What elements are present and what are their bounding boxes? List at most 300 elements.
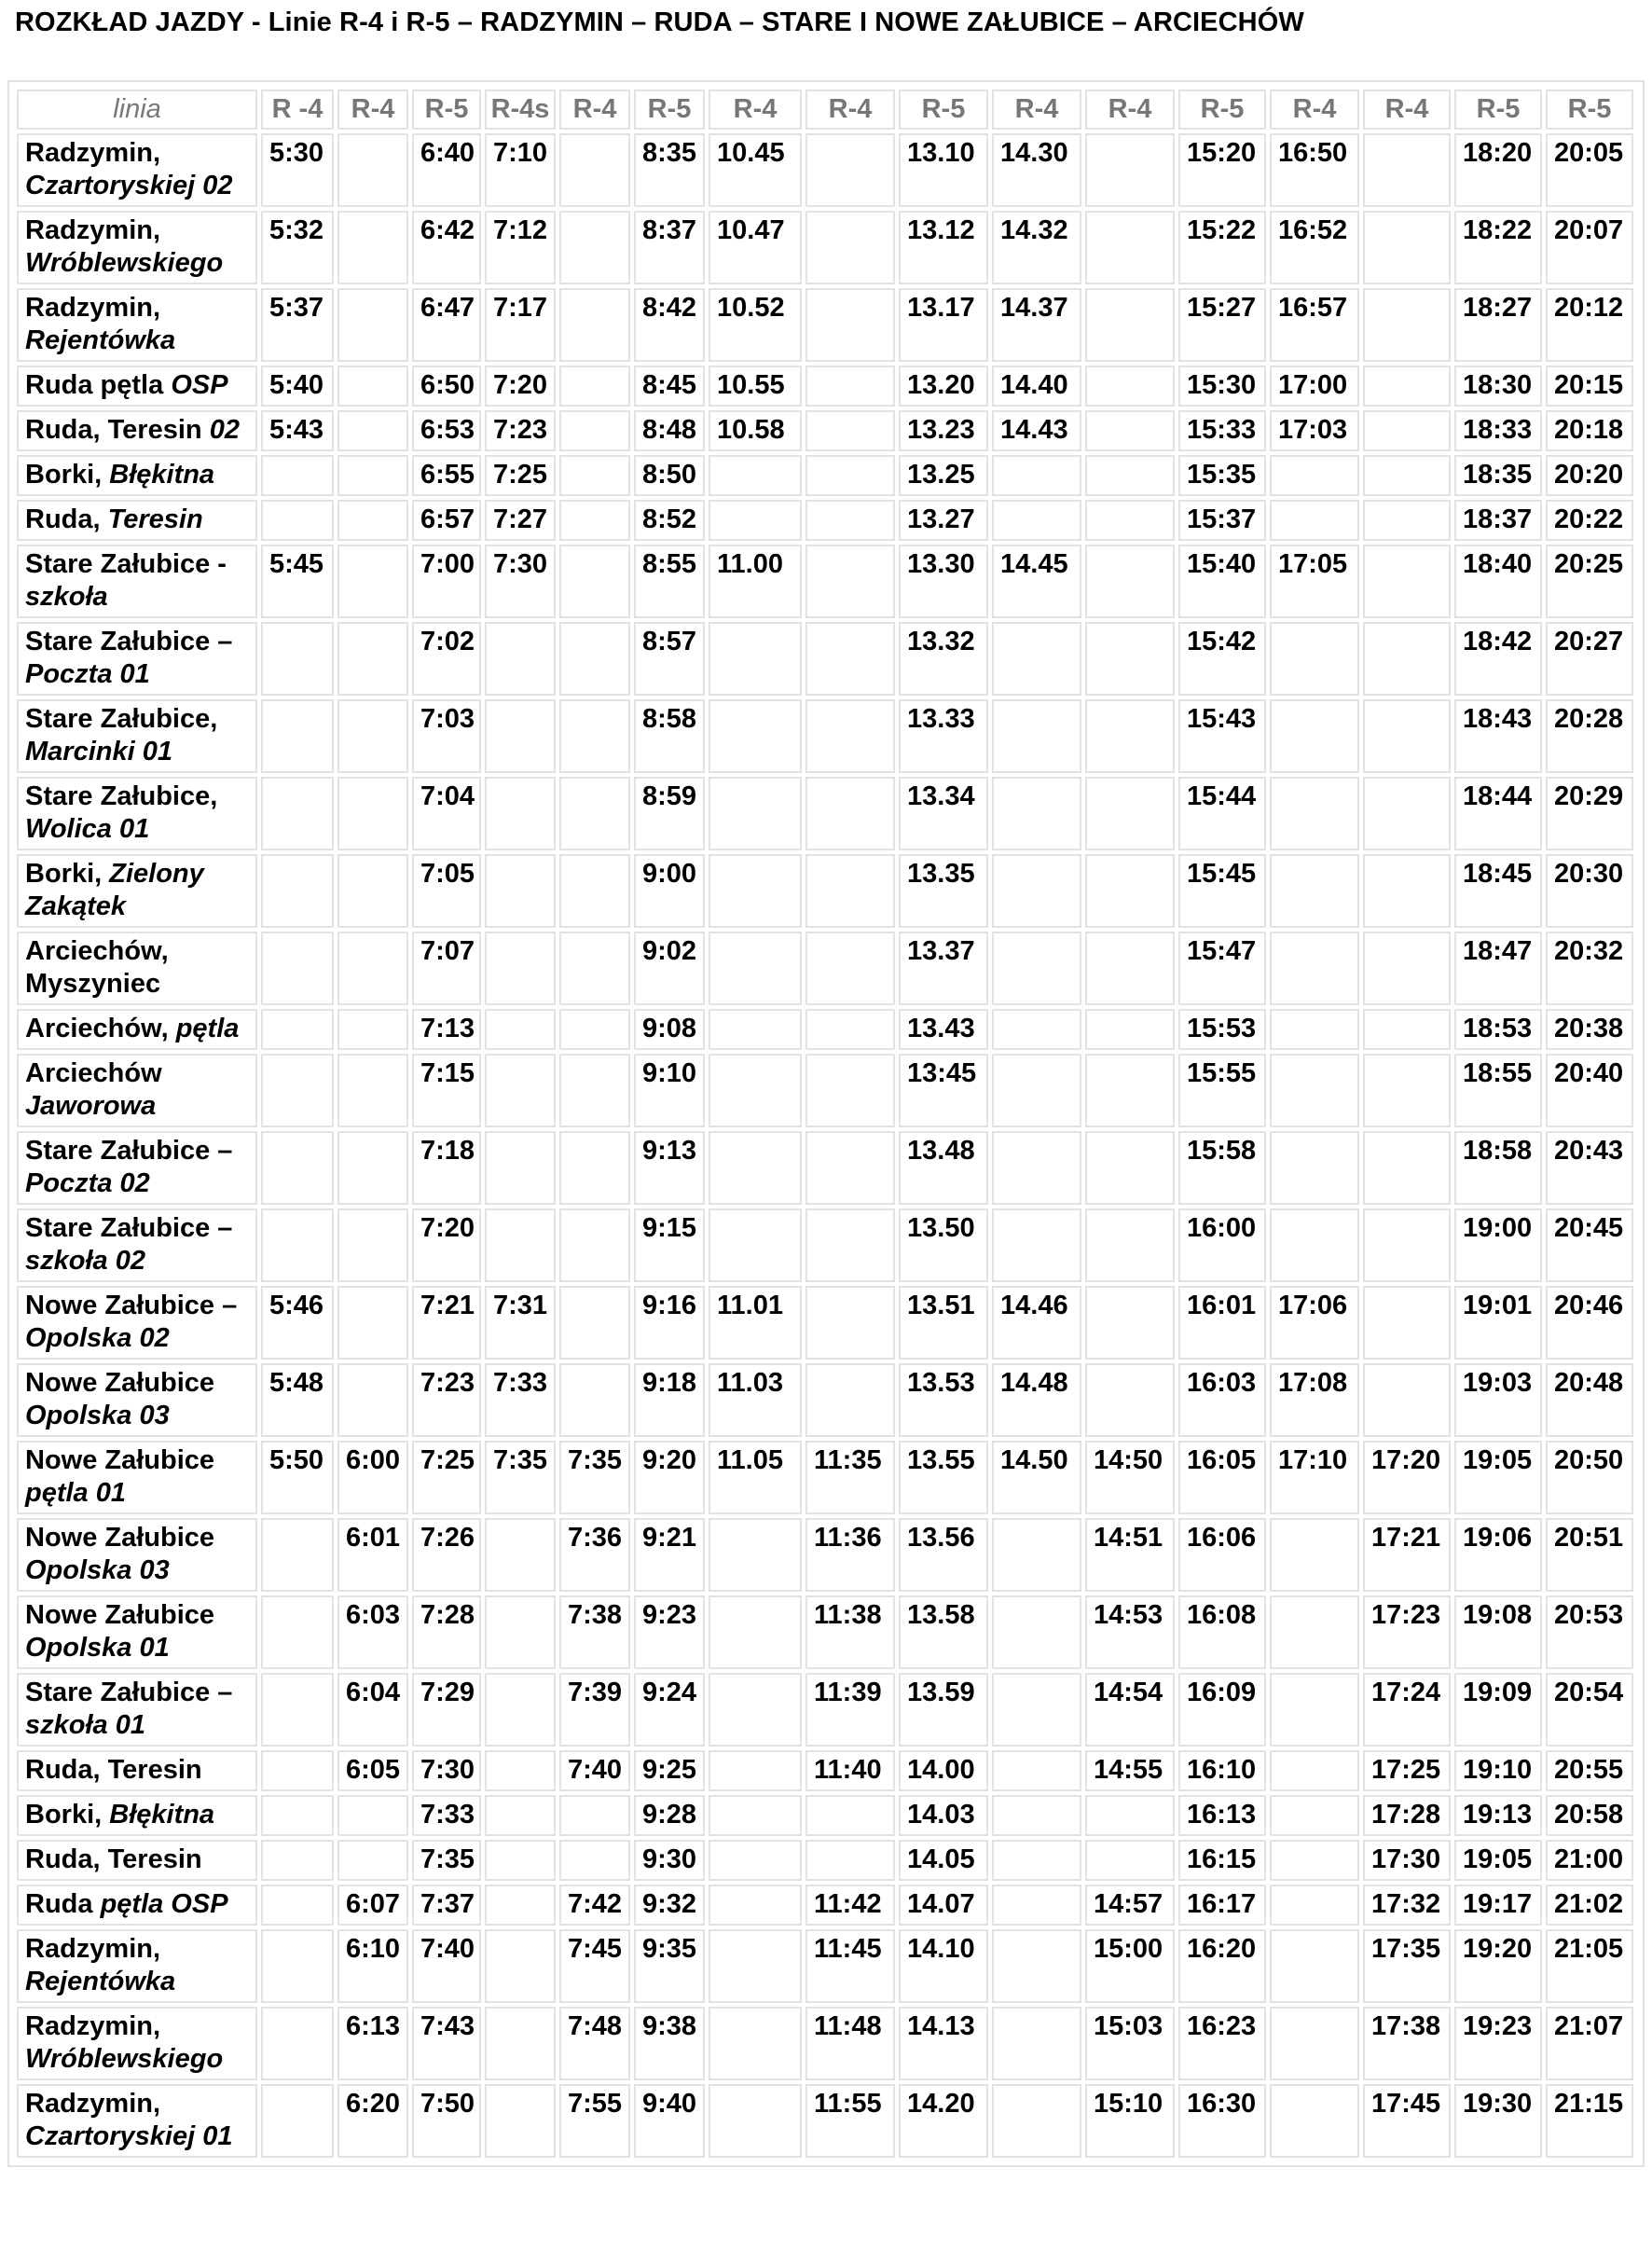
- stop-name: Arciechów,: [25, 1014, 176, 1043]
- departure-time-cell: 15:53: [1178, 1009, 1266, 1050]
- departure-time-cell: [559, 854, 630, 928]
- departure-time-cell: [1363, 288, 1451, 362]
- departure-time-cell: 8:48: [634, 410, 705, 451]
- table-row: [17, 545, 1633, 618]
- departure-time-cell: 14:57: [1085, 1885, 1175, 1926]
- departure-time-cell: 13.55: [899, 1441, 988, 1514]
- departure-time-cell: 5:30: [261, 133, 334, 207]
- departure-time-cell: 18:33: [1454, 410, 1542, 451]
- departure-time-cell: 14.07: [899, 1885, 988, 1926]
- departure-time-cell: 9:25: [634, 1750, 705, 1791]
- departure-time-cell: 7:25: [412, 1441, 481, 1514]
- stop-name-detail: OSP: [171, 370, 228, 400]
- departure-time-cell: [709, 1595, 802, 1669]
- departure-time-cell: 9:28: [634, 1795, 705, 1836]
- stop-name: Nowe Załubice: [25, 1445, 215, 1475]
- departure-time-cell: 8:45: [634, 366, 705, 407]
- table-row: [17, 1131, 1633, 1205]
- departure-time-cell: 14:51: [1085, 1518, 1175, 1592]
- departure-time-cell: 6:13: [337, 2007, 408, 2080]
- departure-time-cell: 14:50: [1085, 1441, 1175, 1514]
- departure-time-cell: 5:50: [261, 1441, 334, 1514]
- departure-time-cell: [992, 932, 1081, 1005]
- departure-time-cell: [1270, 1750, 1359, 1791]
- departure-time-cell: [805, 366, 895, 407]
- departure-time-cell: 11:42: [805, 1885, 895, 1926]
- departure-time-cell: [1363, 545, 1451, 618]
- departure-time-cell: 9:20: [634, 1441, 705, 1514]
- stop-name-detail: Teresin: [107, 504, 203, 534]
- departure-time-cell: 15:40: [1178, 545, 1266, 618]
- departure-time-cell: [805, 932, 895, 1005]
- departure-time-cell: [1085, 1054, 1175, 1127]
- stop-name-cell: [17, 1131, 257, 1205]
- departure-time-cell: 19:10: [1454, 1750, 1542, 1791]
- table-row: [17, 410, 1633, 451]
- departure-time-cell: 6:47: [412, 288, 481, 362]
- stop-name: Ruda, Teresin: [25, 415, 210, 445]
- stop-name-detail: pętla 01: [25, 1478, 126, 1508]
- departure-time-cell: [992, 2084, 1081, 2158]
- timetable: [13, 86, 1637, 2161]
- departure-time-cell: 20:46: [1546, 1286, 1633, 1360]
- departure-time-cell: [559, 1363, 630, 1437]
- stop-name-detail: Poczta 02: [25, 1168, 150, 1198]
- departure-time-cell: [1085, 1840, 1175, 1881]
- departure-time-cell: 16:09: [1178, 1673, 1266, 1747]
- departure-time-cell: [992, 1929, 1081, 2003]
- table-row: [17, 854, 1633, 928]
- departure-time-cell: 17:24: [1363, 1673, 1451, 1747]
- departure-time-cell: 14.20: [899, 2084, 988, 2158]
- departure-time-cell: [337, 777, 408, 850]
- departure-time-cell: [805, 1131, 895, 1205]
- departure-time-cell: [337, 622, 408, 696]
- stop-name-cell: [17, 211, 257, 284]
- stop-name-detail: Wolica 01: [25, 814, 150, 844]
- departure-time-cell: 7:40: [559, 1750, 630, 1791]
- departure-time-cell: [1363, 1286, 1451, 1360]
- stop-name-cell: [17, 1441, 257, 1514]
- stop-name: Nowe Załubice –: [25, 1291, 238, 1320]
- departure-time-cell: [1270, 1131, 1359, 1205]
- departure-time-cell: 16:06: [1178, 1518, 1266, 1592]
- departure-time-cell: 15:33: [1178, 410, 1266, 451]
- departure-time-cell: [337, 1795, 408, 1836]
- stop-name-cell: [17, 1595, 257, 1669]
- departure-time-cell: 7:33: [485, 1363, 556, 1437]
- departure-time-cell: 16:50: [1270, 133, 1359, 207]
- departure-time-cell: 19:00: [1454, 1208, 1542, 1282]
- departure-time-cell: 6:10: [337, 1929, 408, 2003]
- departure-time-cell: 9:35: [634, 1929, 705, 2003]
- departure-time-cell: [485, 1929, 556, 2003]
- departure-time-cell: [559, 1795, 630, 1836]
- departure-time-cell: 7:55: [559, 2084, 630, 2158]
- departure-time-cell: [805, 854, 895, 928]
- departure-time-cell: 18:22: [1454, 211, 1542, 284]
- departure-time-cell: 15:10: [1085, 2084, 1175, 2158]
- departure-time-cell: 14.10: [899, 1929, 988, 2003]
- departure-time-cell: 15:43: [1178, 699, 1266, 773]
- departure-time-cell: 8:59: [634, 777, 705, 850]
- departure-time-cell: 20:29: [1546, 777, 1633, 850]
- departure-time-cell: 21:00: [1546, 1840, 1633, 1881]
- departure-time-cell: 9:30: [634, 1840, 705, 1881]
- departure-time-cell: [1085, 1363, 1175, 1437]
- departure-time-cell: [261, 1840, 334, 1881]
- stop-name: Ruda,: [25, 504, 108, 534]
- departure-time-cell: 16:17: [1178, 1885, 1266, 1926]
- departure-time-cell: [559, 1286, 630, 1360]
- departure-time-cell: [1363, 1363, 1451, 1437]
- departure-time-cell: [1270, 854, 1359, 928]
- departure-time-cell: 15:00: [1085, 1929, 1175, 2003]
- departure-time-cell: 13.34: [899, 777, 988, 850]
- departure-time-cell: 14:55: [1085, 1750, 1175, 1791]
- departure-time-cell: 9:18: [634, 1363, 705, 1437]
- stop-name-detail: Błękitna: [109, 460, 215, 490]
- departure-time-cell: [805, 1009, 895, 1050]
- stop-name: Nowe Załubice: [25, 1368, 215, 1398]
- stop-name: Radzymin,: [25, 293, 161, 323]
- departure-time-cell: [709, 1009, 802, 1050]
- departure-time-cell: 7:31: [485, 1286, 556, 1360]
- departure-time-cell: 16:03: [1178, 1363, 1266, 1437]
- departure-time-cell: [337, 1009, 408, 1050]
- departure-time-cell: [805, 211, 895, 284]
- departure-time-cell: [1270, 622, 1359, 696]
- departure-time-cell: [485, 1208, 556, 1282]
- departure-time-cell: [709, 1131, 802, 1205]
- departure-time-cell: [261, 1673, 334, 1747]
- departure-time-cell: [805, 1840, 895, 1881]
- departure-time-cell: [261, 854, 334, 928]
- departure-time-cell: 9:13: [634, 1131, 705, 1205]
- departure-time-cell: [485, 1518, 556, 1592]
- departure-time-cell: 13.50: [899, 1208, 988, 1282]
- departure-time-cell: 6:01: [337, 1518, 408, 1592]
- column-header-line: R-5: [1454, 90, 1542, 130]
- stop-name-cell: [17, 288, 257, 362]
- table-row: [17, 777, 1633, 850]
- table-row: [17, 1595, 1633, 1669]
- departure-time-cell: 19:08: [1454, 1595, 1542, 1669]
- departure-time-cell: [1085, 622, 1175, 696]
- departure-time-cell: 7:48: [559, 2007, 630, 2080]
- departure-time-cell: 20:40: [1546, 1054, 1633, 1127]
- departure-time-cell: [709, 699, 802, 773]
- table-row: [17, 500, 1633, 541]
- stop-name-detail: Błękitna: [109, 1800, 215, 1830]
- departure-time-cell: 18:30: [1454, 366, 1542, 407]
- stop-name-cell: [17, 1518, 257, 1592]
- departure-time-cell: 7:35: [559, 1441, 630, 1514]
- departure-time-cell: 6:05: [337, 1750, 408, 1791]
- departure-time-cell: [337, 1054, 408, 1127]
- departure-time-cell: 14.13: [899, 2007, 988, 2080]
- departure-time-cell: [261, 1595, 334, 1669]
- departure-time-cell: 11:55: [805, 2084, 895, 2158]
- departure-time-cell: [992, 2007, 1081, 2080]
- departure-time-cell: 6:20: [337, 2084, 408, 2158]
- departure-time-cell: 7:28: [412, 1595, 481, 1669]
- departure-time-cell: 19:13: [1454, 1795, 1542, 1836]
- stop-name-cell: [17, 699, 257, 773]
- departure-time-cell: [337, 854, 408, 928]
- column-header-line: R-4: [805, 90, 895, 130]
- stop-name-cell: [17, 366, 257, 407]
- departure-time-cell: 18:44: [1454, 777, 1542, 850]
- departure-time-cell: 9:02: [634, 932, 705, 1005]
- departure-time-cell: [709, 932, 802, 1005]
- departure-time-cell: [337, 500, 408, 541]
- departure-time-cell: 18:40: [1454, 545, 1542, 618]
- departure-time-cell: [992, 1054, 1081, 1127]
- departure-time-cell: 7:29: [412, 1673, 481, 1747]
- departure-time-cell: 6:53: [412, 410, 481, 451]
- departure-time-cell: [559, 622, 630, 696]
- departure-time-cell: 9:16: [634, 1286, 705, 1360]
- departure-time-cell: 18:37: [1454, 500, 1542, 541]
- departure-time-cell: [992, 455, 1081, 496]
- departure-time-cell: 18:58: [1454, 1131, 1542, 1205]
- column-header-line: R-5: [1546, 90, 1633, 130]
- departure-time-cell: [485, 622, 556, 696]
- column-header-linia: linia: [17, 90, 257, 130]
- departure-time-cell: 7:40: [412, 1929, 481, 2003]
- departure-time-cell: 9:15: [634, 1208, 705, 1282]
- departure-time-cell: 20:22: [1546, 500, 1633, 541]
- departure-time-cell: [485, 777, 556, 850]
- departure-time-cell: 7:25: [485, 455, 556, 496]
- departure-time-cell: 19:05: [1454, 1840, 1542, 1881]
- table-row: [17, 288, 1633, 362]
- departure-time-cell: 7:03: [412, 699, 481, 773]
- stop-name: Nowe Załubice: [25, 1523, 215, 1553]
- column-header-line: R-4: [337, 90, 408, 130]
- departure-time-cell: [1270, 1795, 1359, 1836]
- column-header-line: R-4: [559, 90, 630, 130]
- departure-time-cell: 17:21: [1363, 1518, 1451, 1592]
- stop-name: Stare Załubice –: [25, 1136, 233, 1166]
- departure-time-cell: 9:40: [634, 2084, 705, 2158]
- stop-name-detail: Rejentówka: [25, 325, 176, 355]
- stop-name: Borki,: [25, 460, 110, 490]
- departure-time-cell: 13.56: [899, 1518, 988, 1592]
- departure-time-cell: 7:13: [412, 1009, 481, 1050]
- departure-time-cell: [485, 1750, 556, 1791]
- departure-time-cell: 8:57: [634, 622, 705, 696]
- departure-time-cell: [805, 500, 895, 541]
- departure-time-cell: 18:45: [1454, 854, 1542, 928]
- departure-time-cell: 13.30: [899, 545, 988, 618]
- departure-time-cell: 16:57: [1270, 288, 1359, 362]
- stop-name: Radzymin,: [25, 138, 161, 168]
- departure-time-cell: [805, 622, 895, 696]
- departure-time-cell: [805, 410, 895, 451]
- departure-time-cell: 16:08: [1178, 1595, 1266, 1669]
- stop-name-cell: [17, 133, 257, 207]
- departure-time-cell: 11:36: [805, 1518, 895, 1592]
- departure-time-cell: [1270, 1054, 1359, 1127]
- departure-time-cell: [805, 455, 895, 496]
- departure-time-cell: 21:02: [1546, 1885, 1633, 1926]
- departure-time-cell: [992, 777, 1081, 850]
- departure-time-cell: [261, 2084, 334, 2158]
- departure-time-cell: 13.32: [899, 622, 988, 696]
- departure-time-cell: 7:05: [412, 854, 481, 928]
- departure-time-cell: 16:15: [1178, 1840, 1266, 1881]
- departure-time-cell: 17:10: [1270, 1441, 1359, 1514]
- stop-name-detail: Czartoryskiej 02: [25, 171, 233, 200]
- timetable-body: [17, 133, 1633, 2158]
- departure-time-cell: [992, 1885, 1081, 1926]
- departure-time-cell: 13.37: [899, 932, 988, 1005]
- departure-time-cell: 5:40: [261, 366, 334, 407]
- table-row: [17, 1286, 1633, 1360]
- departure-time-cell: 20:53: [1546, 1595, 1633, 1669]
- departure-time-cell: [1363, 854, 1451, 928]
- stop-name: Ruda, Teresin: [25, 1755, 202, 1785]
- departure-time-cell: 7:10: [485, 133, 556, 207]
- departure-time-cell: 18:43: [1454, 699, 1542, 773]
- stop-name-detail: Czartoryskiej 01: [25, 2121, 233, 2151]
- departure-time-cell: [559, 699, 630, 773]
- departure-time-cell: 20:54: [1546, 1673, 1633, 1747]
- departure-time-cell: 21:07: [1546, 2007, 1633, 2080]
- departure-time-cell: 8:50: [634, 455, 705, 496]
- departure-time-cell: [1363, 699, 1451, 773]
- departure-time-cell: 15:45: [1178, 854, 1266, 928]
- departure-time-cell: 14.45: [992, 545, 1081, 618]
- table-row: [17, 1750, 1633, 1791]
- departure-time-cell: [1270, 1885, 1359, 1926]
- departure-time-cell: 18:53: [1454, 1009, 1542, 1050]
- departure-time-cell: 5:45: [261, 545, 334, 618]
- departure-time-cell: 14.40: [992, 366, 1081, 407]
- departure-time-cell: 21:15: [1546, 2084, 1633, 2158]
- departure-time-cell: 15:55: [1178, 1054, 1266, 1127]
- departure-time-cell: [992, 1840, 1081, 1881]
- departure-time-cell: 6:03: [337, 1595, 408, 1669]
- departure-time-cell: 20:25: [1546, 545, 1633, 618]
- departure-time-cell: 7:23: [485, 410, 556, 451]
- departure-time-cell: [337, 288, 408, 362]
- table-row: [17, 1518, 1633, 1592]
- departure-time-cell: 14:53: [1085, 1595, 1175, 1669]
- column-header-line: R-4: [709, 90, 802, 130]
- departure-time-cell: 13.17: [899, 288, 988, 362]
- departure-time-cell: 16:30: [1178, 2084, 1266, 2158]
- departure-time-cell: 10.58: [709, 410, 802, 451]
- departure-time-cell: [337, 366, 408, 407]
- table-row: [17, 622, 1633, 696]
- departure-time-cell: 7:50: [412, 2084, 481, 2158]
- departure-time-cell: 9:00: [634, 854, 705, 928]
- stop-name-detail: Opolska 02: [25, 1323, 170, 1353]
- departure-time-cell: 6:55: [412, 455, 481, 496]
- stop-name-detail: pętla OSP: [100, 1889, 228, 1919]
- departure-time-cell: [261, 1054, 334, 1127]
- column-header-line: R-5: [1178, 90, 1266, 130]
- departure-time-cell: 20:50: [1546, 1441, 1633, 1514]
- stop-name: Ruda pętla: [25, 370, 172, 400]
- departure-time-cell: [709, 2007, 802, 2080]
- departure-time-cell: 6:07: [337, 1885, 408, 1926]
- departure-time-cell: 6:57: [412, 500, 481, 541]
- departure-time-cell: [559, 1009, 630, 1050]
- departure-time-cell: [261, 1929, 334, 2003]
- column-header-line: R-4s: [485, 90, 556, 130]
- departure-time-cell: [805, 288, 895, 362]
- departure-time-cell: 13.53: [899, 1363, 988, 1437]
- departure-time-cell: [1085, 932, 1175, 1005]
- departure-time-cell: [1363, 777, 1451, 850]
- stop-name-cell: [17, 1286, 257, 1360]
- departure-time-cell: [559, 366, 630, 407]
- stop-name: Arciechów: [25, 1058, 162, 1088]
- departure-time-cell: [485, 1054, 556, 1127]
- departure-time-cell: 20:32: [1546, 932, 1633, 1005]
- departure-time-cell: [1085, 545, 1175, 618]
- departure-time-cell: 19:23: [1454, 2007, 1542, 2080]
- departure-time-cell: 14.50: [992, 1441, 1081, 1514]
- stop-name-cell: [17, 455, 257, 496]
- departure-time-cell: [709, 500, 802, 541]
- departure-time-cell: 7:43: [412, 2007, 481, 2080]
- departure-time-cell: 7:17: [485, 288, 556, 362]
- column-header-line: R-4: [1085, 90, 1175, 130]
- departure-time-cell: 7:20: [485, 366, 556, 407]
- departure-time-cell: 17:00: [1270, 366, 1359, 407]
- departure-time-cell: [337, 1208, 408, 1282]
- departure-time-cell: [1270, 1595, 1359, 1669]
- departure-time-cell: 11.00: [709, 545, 802, 618]
- departure-time-cell: [992, 1208, 1081, 1282]
- departure-time-cell: 7:33: [412, 1795, 481, 1836]
- table-row: [17, 932, 1633, 1005]
- departure-time-cell: [485, 699, 556, 773]
- departure-time-cell: [261, 500, 334, 541]
- departure-time-cell: [1363, 211, 1451, 284]
- departure-time-cell: 5:37: [261, 288, 334, 362]
- departure-time-cell: 11:38: [805, 1595, 895, 1669]
- departure-time-cell: [261, 777, 334, 850]
- departure-time-cell: [559, 410, 630, 451]
- departure-time-cell: 14:54: [1085, 1673, 1175, 1747]
- departure-time-cell: 13.27: [899, 500, 988, 541]
- departure-time-cell: [1363, 1208, 1451, 1282]
- departure-time-cell: [1085, 211, 1175, 284]
- stop-name-detail: szkoła 02: [25, 1246, 145, 1276]
- stop-name-detail: pętla: [175, 1014, 240, 1043]
- stop-name-cell: [17, 2007, 257, 2080]
- departure-time-cell: [1363, 500, 1451, 541]
- table-row: [17, 1009, 1633, 1050]
- departure-time-cell: 20:07: [1546, 211, 1633, 284]
- departure-time-cell: [261, 1518, 334, 1592]
- departure-time-cell: 11.01: [709, 1286, 802, 1360]
- departure-time-cell: 7:21: [412, 1286, 481, 1360]
- table-row: [17, 699, 1633, 773]
- departure-time-cell: [1270, 2007, 1359, 2080]
- table-row: [17, 366, 1633, 407]
- departure-time-cell: 7:36: [559, 1518, 630, 1592]
- departure-time-cell: [1085, 366, 1175, 407]
- stop-name-cell: [17, 1363, 257, 1437]
- departure-time-cell: 9:10: [634, 1054, 705, 1127]
